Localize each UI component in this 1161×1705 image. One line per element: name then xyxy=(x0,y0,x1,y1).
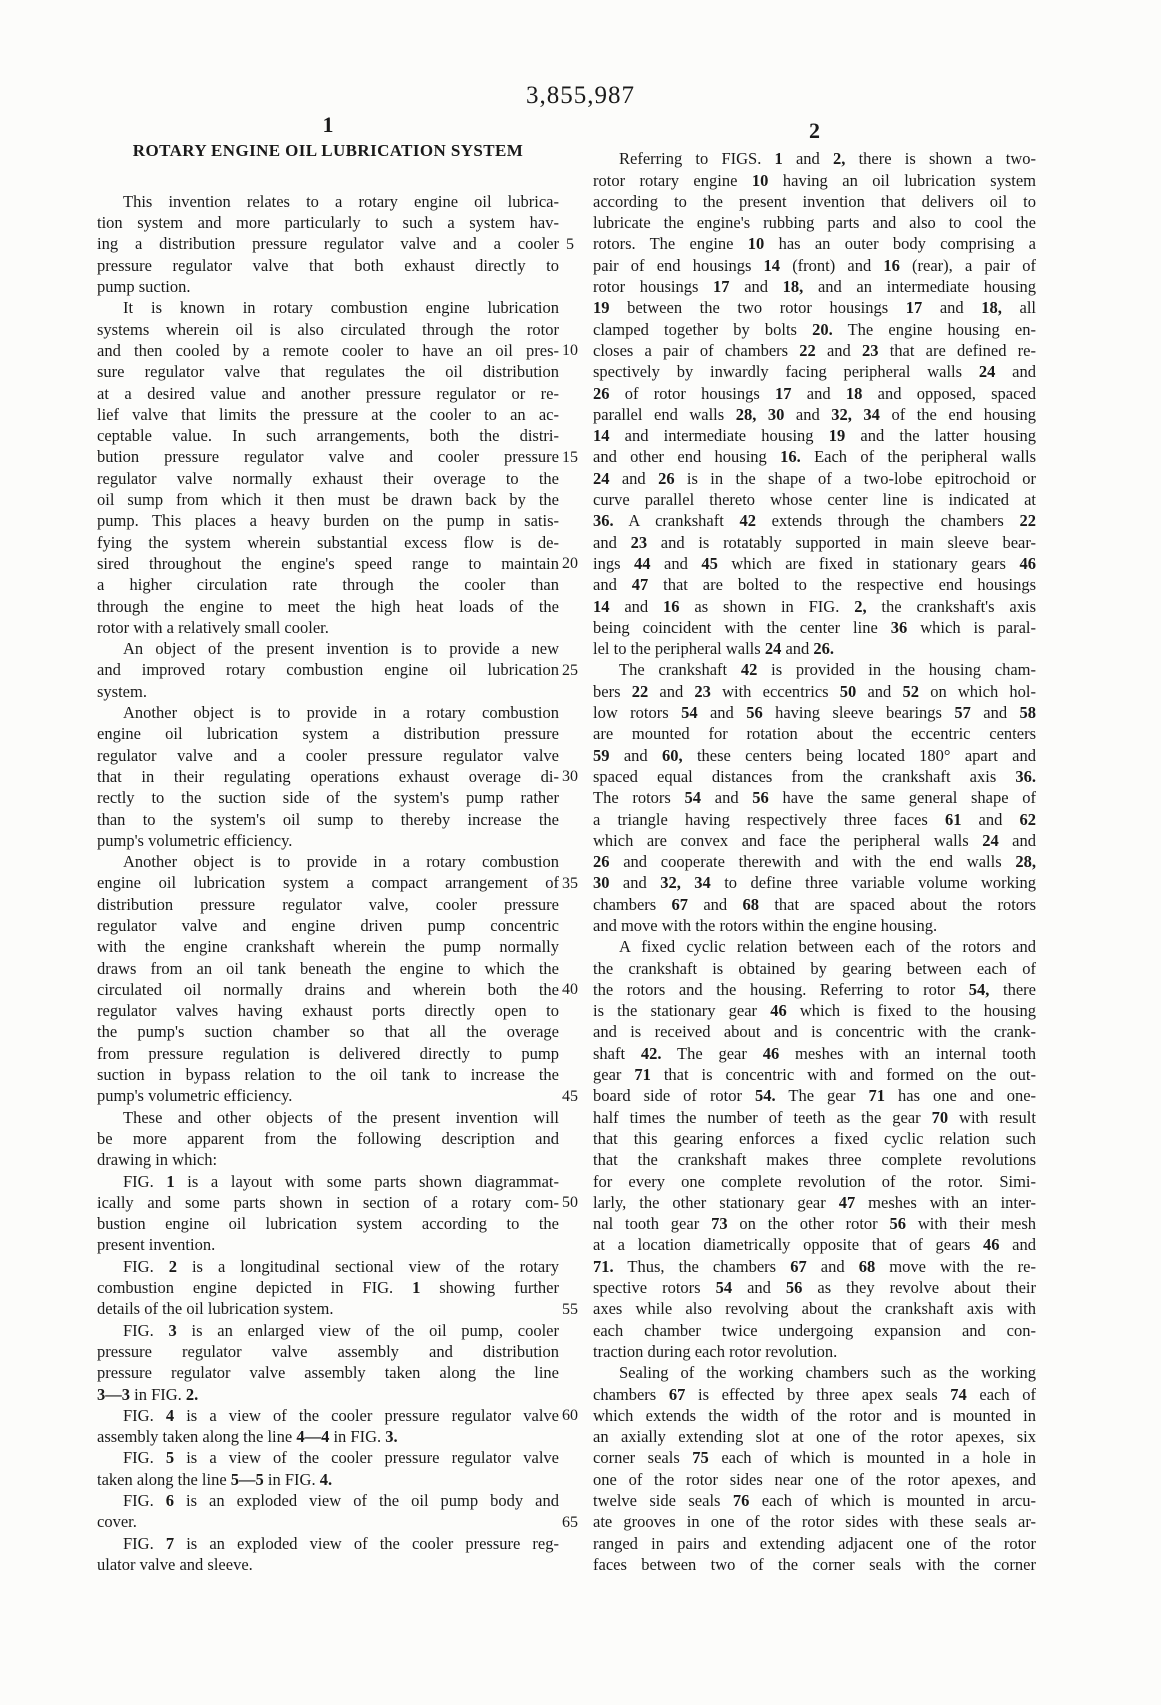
text-line: sure regulator valve that regulates the oil distribution xyxy=(97,362,559,382)
text-line: are mounted for rotation about the eccentric centers xyxy=(593,724,1036,744)
text-line: than to the system's oil sump to thereby increase the xyxy=(97,809,559,829)
text-line: This invention relates to a rotary engine oil lubrica- xyxy=(123,191,559,211)
text-line: and other end housing 16. Each of the peripheral walls xyxy=(593,447,1036,467)
text-line: each chamber twice undergoing expansion and con- xyxy=(593,1320,1036,1340)
text-line: through the engine to meet the high heat loads of the xyxy=(97,596,559,616)
text-line: systems wherein oil is also circulated through the rotor xyxy=(97,319,559,339)
text-line: lief valve that limits the pressure at the cooler to an ac- xyxy=(97,404,559,424)
line-number: 5 xyxy=(566,235,574,253)
text-line: ceptable value. In such arrangements, both the distri- xyxy=(97,426,559,446)
text-line: which extends the width of the rotor and is mounted in xyxy=(593,1405,1036,1425)
line-number: 50 xyxy=(562,1194,578,1211)
text-line: FIG. 2 is a longitudinal sectional view of the rotary xyxy=(123,1256,559,1276)
text-line: A fixed cyclic relation between each of the rotors and xyxy=(619,937,1036,957)
text-line: curve parallel thereto whose center line is indicated at xyxy=(593,490,1036,510)
text-line: for every one complete revolution of the rotor. Simi- xyxy=(593,1171,1036,1191)
text-line: which are convex and face the peripheral walls 24 and xyxy=(593,830,1036,850)
text-line: that the crankshaft makes three complete revolutions xyxy=(593,1150,1036,1170)
text-line: ing a distribution pressure regulator valve and a cooler xyxy=(97,234,559,254)
text-line: pump suction. xyxy=(97,277,191,297)
text-line: 19 between the two rotor housings 17 and 18, all xyxy=(593,298,1036,318)
text-line: be more apparent from the following description and xyxy=(97,1128,559,1148)
text-line: The crankshaft 42 is provided in the housing cham- xyxy=(619,660,1036,680)
text-line: and is received about and is concentric with the crank- xyxy=(593,1022,1036,1042)
text-line: clamped together by bolts 20. The engine housing en- xyxy=(593,319,1036,339)
text-line: pump's volumetric efficiency. xyxy=(97,830,293,850)
text-line: 26 and cooperate therewith and with the end walls 28, xyxy=(593,852,1036,872)
line-number: 10 xyxy=(562,342,578,359)
text-line: lel to the peripheral walls 24 and 26. xyxy=(593,639,835,659)
text-line: pressure regulator valve that both exhaust directly to xyxy=(97,255,559,275)
text-line: fying the system wherein substantial excess flow is de- xyxy=(97,532,559,552)
text-line: draws from an oil tank beneath the engine to which the xyxy=(97,958,559,978)
column-2-number: 2 xyxy=(809,118,820,143)
line-number: 55 xyxy=(562,1300,578,1318)
text-line: ate grooves in one of the rotor sides with these seals ar- xyxy=(593,1512,1036,1532)
text-line: chambers 67 and 68 that are spaced about the rotors xyxy=(593,894,1036,914)
text-line: half times the number of teeth as the gear 70 with result xyxy=(593,1107,1036,1127)
text-line: It is known in rotary combustion engine lubrication xyxy=(123,298,559,318)
column-1-text xyxy=(97,191,559,1575)
patent-number: 3,855,987 xyxy=(526,82,635,109)
text-line: tion system and more particularly to such a system hav- xyxy=(97,213,559,233)
text-line: an axially extending slot at one of the rotor apexes, six xyxy=(593,1427,1036,1447)
invention-title: ROTARY ENGINE OIL LUBRICATION SYSTEM xyxy=(132,141,524,160)
text-line: These and other objects of the present invention will xyxy=(123,1107,559,1127)
text-line: regulator valves having exhaust ports directly open to xyxy=(97,1001,559,1021)
text-line: lubricate the engine's rubbing parts and also to cool the xyxy=(593,213,1036,233)
text-line: oil sump from which it then must be drawn back by the xyxy=(97,490,559,510)
column-1-number: 1 xyxy=(322,112,334,137)
text-line: gear 71 that is concentric with and formed on the out- xyxy=(593,1065,1036,1085)
text-line: and 23 and is rotatably supported in main sleeve bear- xyxy=(593,532,1036,552)
text-line: bers 22 and 23 with eccentrics 50 and 52 on which hol- xyxy=(593,681,1036,701)
text-line: being coincident with the center line 36 which is paral- xyxy=(593,617,1036,637)
text-line: pump's volumetric efficiency. xyxy=(97,1086,293,1106)
text-line: bution pressure regulator valve and cooler pressure xyxy=(97,447,559,467)
line-number: 35 xyxy=(562,874,578,892)
text-line: Referring to FIGS. 1 and 2, there is shown a two- xyxy=(619,149,1036,169)
text-line: a triangle having respectively three faces 61 and 62 xyxy=(593,809,1036,829)
text-line: and improved rotary combustion engine oil lubrication xyxy=(97,660,559,680)
text-line: spaced equal distances from the crankshaft axis 36. xyxy=(593,766,1036,786)
text-line: twelve side seals 76 each of which is mounted in arcu- xyxy=(593,1491,1036,1510)
line-number: 20 xyxy=(562,555,578,572)
text-line: regulator valve and engine driven pump concentric xyxy=(97,915,559,935)
text-line: low rotors 54 and 56 having sleeve bearings 57 and 58 xyxy=(593,703,1036,723)
text-line: 59 and 60, these centers being located 180° apart and xyxy=(593,745,1036,765)
text-line: nal tooth gear 73 on the other rotor 56 with their mesh xyxy=(593,1214,1036,1234)
text-line: assembly taken along the line 4—4 in FIG. 3. xyxy=(97,1427,398,1447)
text-line: that this gearing enforces a fixed cyclic relation such xyxy=(593,1128,1036,1148)
text-line: drawing in which: xyxy=(97,1150,218,1170)
line-number: 60 xyxy=(562,1407,578,1424)
text-line: taken along the line 5—5 in FIG. 4. xyxy=(97,1469,333,1489)
text-line: pair of end housings 14 (front) and 16 (rear), a pair of xyxy=(593,255,1036,275)
text-line: closes a pair of chambers 22 and 23 that are defined re- xyxy=(593,340,1036,360)
text-line: at a location diametrically opposite that of gears 46 and xyxy=(593,1235,1036,1255)
text-line: FIG. 6 is an exploded view of the oil pump body and xyxy=(123,1491,559,1510)
text-line: that in their regulating operations exhaust overage di- xyxy=(97,766,559,786)
text-line: distribution pressure regulator valve, cooler pressure xyxy=(97,894,559,914)
line-number: 65 xyxy=(562,1513,578,1531)
text-line: cover. xyxy=(97,1512,137,1532)
text-line: details of the oil lubrication system. xyxy=(97,1299,334,1319)
text-line: Another object is to provide in a rotary combustion xyxy=(123,703,559,723)
text-line: 14 and intermediate housing 19 and the latter housing xyxy=(593,426,1036,446)
text-line: FIG. 3 is an enlarged view of the oil pump, cooler xyxy=(123,1320,559,1340)
text-line: faces between two of the corner seals with the corner xyxy=(593,1554,1036,1574)
text-line: at a desired value and another pressure regulator or re- xyxy=(97,383,559,403)
text-line: FIG. 1 is a layout with some parts shown diagrammat- xyxy=(123,1171,559,1191)
text-line: suction in bypass relation to the oil tank to increase the xyxy=(97,1065,559,1085)
text-line: is the stationary gear 46 which is fixed to the housing xyxy=(593,1001,1036,1021)
text-line: rotors. The engine 10 has an outer body comprising a xyxy=(593,234,1036,254)
text-line: according to the present invention that delivers oil to xyxy=(593,191,1036,211)
text-line: 24 and 26 is in the shape of a two-lobe epitrochoid or xyxy=(593,468,1036,488)
text-line: pressure regulator valve assembly and distribution xyxy=(97,1341,559,1361)
text-line: engine oil lubrication system a compact arrangement of xyxy=(97,873,559,893)
text-line: one of the rotor sides near one of the rotor apexes, and xyxy=(593,1469,1036,1489)
text-line: spectively by inwardly facing peripheral walls 24 and xyxy=(593,362,1036,382)
text-line: and then cooled by a remote cooler to have an oil pres- xyxy=(97,340,559,360)
text-line: combustion engine depicted in FIG. 1 showing further xyxy=(97,1278,559,1298)
line-number: 45 xyxy=(562,1087,578,1105)
text-line: spective rotors 54 and 56 as they revolve about their xyxy=(593,1278,1036,1298)
text-line: rectly to the suction side of the system's pump rather xyxy=(97,788,559,808)
line-number: 30 xyxy=(562,768,578,785)
text-line: pump. This places a heavy burden on the pump in satis- xyxy=(97,511,559,531)
text-line: FIG. 7 is an exploded view of the cooler pressure reg- xyxy=(123,1533,559,1553)
text-line: bustion engine oil lubrication system according to the xyxy=(97,1214,559,1234)
text-line: the rotors and the housing. Referring to rotor 54, there xyxy=(593,979,1036,999)
text-line: engine oil lubrication system a distribution pressure xyxy=(97,724,559,744)
text-line: present invention. xyxy=(97,1235,216,1255)
text-line: rotor housings 17 and 18, and an intermediate housing xyxy=(593,277,1036,297)
text-line: rotor with a relatively small cooler. xyxy=(97,617,329,637)
text-line: regulator valve normally exhaust their overage to the xyxy=(97,468,559,488)
text-line: parallel end walls 28, 30 and 32, 34 of the end housing xyxy=(593,404,1036,424)
text-line: An object of the present invention is to provide a new xyxy=(123,639,559,659)
text-line: chambers 67 is effected by three apex seals 74 each of xyxy=(593,1384,1036,1404)
text-line: and 47 that are bolted to the respective end housings xyxy=(593,575,1036,595)
text-line: Sealing of the working chambers such as the working xyxy=(619,1363,1036,1383)
text-line: axes while also revolving about the crankshaft axis with xyxy=(593,1299,1036,1319)
text-line: ranged in pairs and extending adjacent one of the rotor xyxy=(593,1533,1036,1553)
text-line: FIG. 4 is a view of the cooler pressure regulator valve xyxy=(123,1405,559,1425)
text-line: shaft 42. The gear 46 meshes with an internal tooth xyxy=(593,1043,1036,1063)
text-line: and move with the rotors within the engine housing. xyxy=(593,915,938,935)
text-line: a higher circulation rate through the cooler than xyxy=(97,575,559,595)
text-line: circulated oil normally drains and wherein both the xyxy=(97,979,559,999)
text-line: The rotors 54 and 56 have the same general shape of xyxy=(593,788,1036,808)
text-line: Another object is to provide in a rotary combustion xyxy=(123,852,559,872)
text-line: system. xyxy=(97,681,147,701)
text-line: with the engine crankshaft wherein the pump normally xyxy=(97,937,559,957)
text-line: 14 and 16 as shown in FIG. 2, the crankshaft's axis xyxy=(593,596,1036,616)
text-line: rotor rotary engine 10 having an oil lubrication system xyxy=(593,170,1036,190)
text-line: ically and some parts shown in section of a rotary com- xyxy=(97,1192,559,1212)
text-line: larly, the other stationary gear 47 meshes with an inter- xyxy=(593,1192,1036,1212)
column-2-text xyxy=(593,148,1036,1575)
line-number: 25 xyxy=(562,661,578,679)
text-line: 30 and 32, 34 to define three variable volume working xyxy=(593,873,1036,893)
text-line: 71. Thus, the chambers 67 and 68 move with the re- xyxy=(593,1256,1036,1276)
line-number: 40 xyxy=(562,981,578,998)
text-line: the crankshaft is obtained by gearing between each of xyxy=(593,958,1036,978)
text-line: ulator valve and sleeve. xyxy=(97,1554,253,1574)
line-number: 15 xyxy=(562,448,578,466)
text-line: board side of rotor 54. The gear 71 has one and one- xyxy=(593,1086,1036,1106)
text-line: corner seals 75 each of which is mounted in a hole in xyxy=(593,1448,1036,1468)
text-line: regulator valve and a cooler pressure regulator valve xyxy=(97,745,559,765)
text-line: 3—3 in FIG. 2. xyxy=(97,1384,199,1404)
text-line: 36. A crankshaft 42 extends through the chambers 22 xyxy=(593,511,1036,531)
text-line: FIG. 5 is a view of the cooler pressure regulator valve xyxy=(123,1448,559,1468)
text-line: from pressure regulation is delivered directly to pump xyxy=(97,1043,559,1063)
text-line: the pump's suction chamber so that all the overage xyxy=(97,1022,559,1042)
text-line: pressure regulator valve assembly taken along the line xyxy=(97,1363,559,1383)
text-line: traction during each rotor revolution. xyxy=(593,1341,838,1361)
text-line: 26 of rotor housings 17 and 18 and opposed, spaced xyxy=(593,383,1036,403)
text-line: ings 44 and 45 which are fixed in stationary gears 46 xyxy=(593,553,1036,573)
text-line: sired throughout the engine's speed range to maintain xyxy=(97,553,559,573)
